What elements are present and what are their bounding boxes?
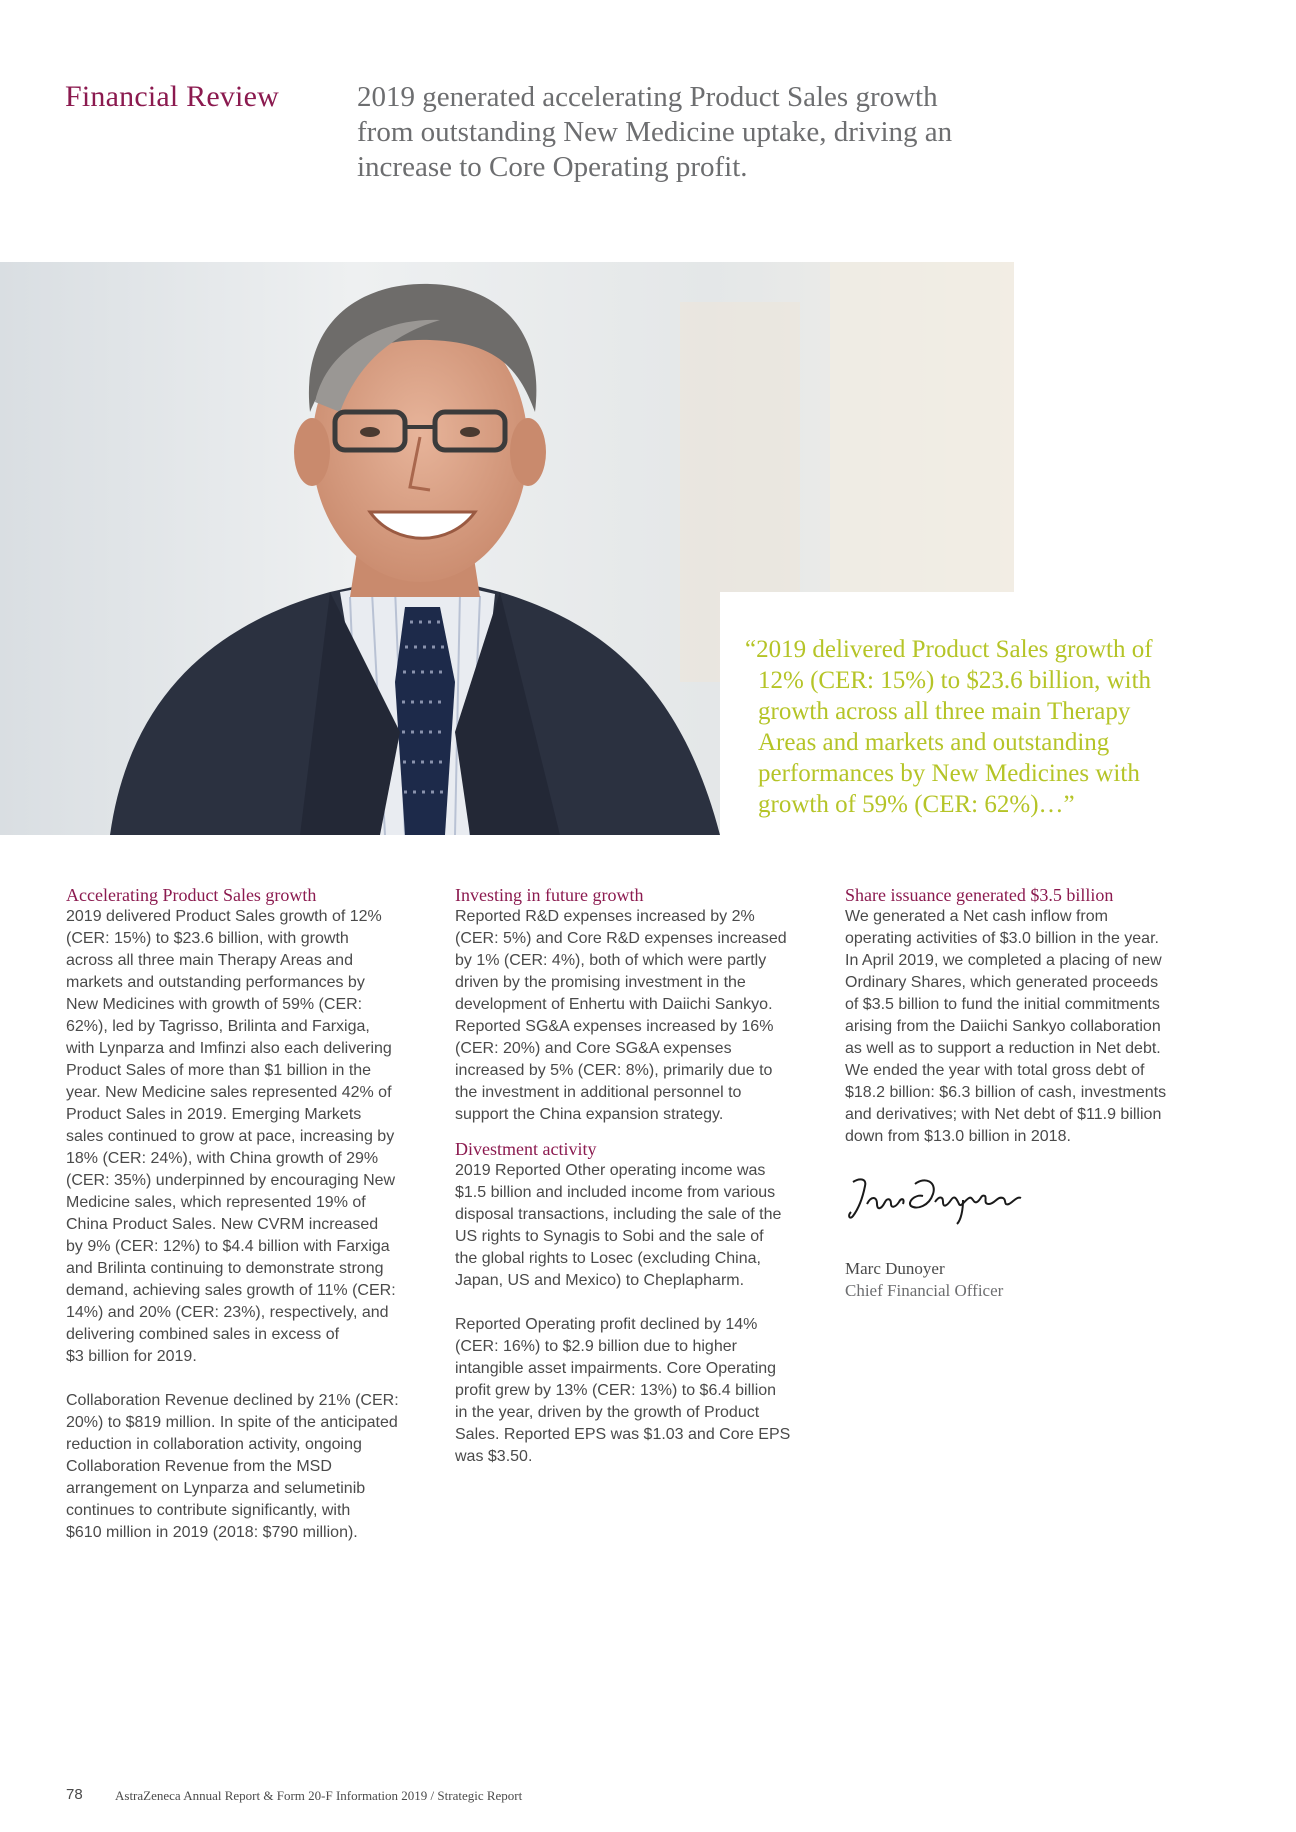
text-line: by 9% (CER: 12%) to $4.4 billion with Farxiga	[66, 1238, 390, 1255]
page-headline	[357, 80, 1077, 185]
text-line: 62%), led by Tagrisso, Brilinta and Farxiga,	[66, 1018, 370, 1035]
text-line: We ended the year with total gross debt of	[845, 1062, 1145, 1079]
pull-quote	[745, 634, 1265, 820]
signatory-name: Marc Dunoyer	[845, 1259, 945, 1278]
headline-line: from outstanding New Medicine uptake, driving an	[357, 116, 953, 148]
headline-line: increase to Core Operating profit.	[357, 151, 748, 183]
text-line: (CER: 16%) to $2.9 billion due to higher	[455, 1338, 737, 1355]
text-line: 18% (CER: 24%), with China growth of 29%	[66, 1150, 379, 1167]
text-line: $18.2 billion: $6.3 billion of cash, investments	[845, 1084, 1167, 1101]
text-line: Ordinary Shares, which generated proceeds	[845, 974, 1159, 991]
text-line: sales continued to grow at pace, increasing by	[66, 1128, 395, 1145]
text-line: China Product Sales. New CVRM increased	[66, 1216, 379, 1233]
text-line: We generated a Net cash inflow from	[845, 908, 1108, 925]
page-number: 78	[66, 1786, 83, 1803]
text-line: with Lynparza and Imfinzi also each delivering	[66, 1040, 392, 1057]
paragraph-divestment	[455, 1160, 825, 1292]
text-line: operating activities of $3.0 billion in the year.	[845, 930, 1159, 947]
text-line: (CER: 35%) underpinned by encouraging New	[66, 1172, 396, 1189]
text-line: Collaboration Revenue from the MSD	[66, 1458, 332, 1475]
paragraph-product-sales	[66, 906, 436, 1368]
cfo-signature	[845, 1170, 1045, 1226]
text-line: Product Sales in 2019. Emerging Markets	[66, 1106, 362, 1123]
section-label: Financial Review	[65, 80, 279, 113]
heading-accelerating-product-sales: Accelerating Product Sales growth	[66, 885, 317, 905]
quote-line: Areas and markets and outstanding	[758, 729, 1110, 756]
text-line: Product Sales of more than $1 billion in the	[66, 1062, 372, 1079]
quote-line: growth across all three main Therapy	[758, 698, 1131, 725]
text-line: 2019 Reported Other operating income was	[455, 1162, 766, 1179]
text-line: reduction in collaboration activity, ongoing	[66, 1436, 362, 1453]
column-product-sales	[66, 884, 436, 1544]
footer-text: AstraZeneca Annual Report & Form 20-F Information 2019 / Strategic Report	[115, 1788, 523, 1803]
text-line: disposal transactions, including the sale of the	[455, 1206, 782, 1223]
quote-line: performances by New Medicines with	[758, 760, 1140, 787]
text-line: Reported SG&A expenses increased by 16%	[455, 1018, 774, 1035]
text-line: intangible asset impairments. Core Operating	[455, 1360, 777, 1377]
text-line: year. New Medicine sales represented 42% of	[66, 1084, 392, 1101]
text-line: (CER: 20%) and Core SG&A expenses	[455, 1040, 732, 1057]
heading-divestment-activity: Divestment activity	[455, 1139, 597, 1159]
text-line: 14%) and 20% (CER: 23%), respectively, and	[66, 1304, 389, 1321]
text-line: demand, achieving sales growth of 11% (CER:	[66, 1282, 396, 1299]
quote-line: 12% (CER: 15%) to $23.6 billion, with	[758, 667, 1152, 694]
text-line: increased by 5% (CER: 8%), primarily due to	[455, 1062, 773, 1079]
text-line: Reported Operating profit declined by 14%	[455, 1316, 758, 1333]
paragraph-collaboration-revenue	[66, 1390, 436, 1544]
text-line: (CER: 5%) and Core R&D expenses increased	[455, 930, 787, 947]
text-line: Collaboration Revenue declined by 21% (CER:	[66, 1392, 399, 1409]
text-line: of $3.5 billion to fund the initial commitments	[845, 996, 1160, 1013]
paragraph-share-issuance	[845, 906, 1215, 1148]
text-line: development of Enhertu with Daiichi Sankyo.	[455, 996, 773, 1013]
text-line: by 1% (CER: 4%), both of which were partly	[455, 952, 767, 969]
text-line: markets and outstanding performances by	[66, 974, 365, 991]
text-line: driven by the promising investment in the	[455, 974, 746, 991]
text-line: continues to contribute significantly, with	[66, 1502, 351, 1519]
text-line: arrangement on Lynparza and selumetinib	[66, 1480, 366, 1497]
text-line: delivering combined sales in excess of	[66, 1326, 340, 1343]
heading-share-issuance: Share issuance generated $3.5 billion	[845, 885, 1114, 905]
column-share-issuance	[845, 884, 1215, 1148]
text-line: support the China expansion strategy.	[455, 1106, 724, 1123]
text-line: $3 billion for 2019.	[66, 1348, 197, 1365]
quote-line: growth of 59% (CER: 62%)…”	[758, 791, 1075, 818]
quote-line: “2019 delivered Product Sales growth of	[745, 636, 1153, 663]
text-line: $1.5 billion and included income from various	[455, 1184, 776, 1201]
text-line: and Brilinta continuing to demonstrate strong	[66, 1260, 384, 1277]
headline-line: 2019 generated accelerating Product Sales growth	[357, 81, 938, 113]
text-line: 2019 delivered Product Sales growth of 12%	[66, 908, 382, 925]
text-line: the investment in additional personnel to	[455, 1084, 742, 1101]
text-line: In April 2019, we completed a placing of new	[845, 952, 1162, 969]
text-line: US rights to Synagis to Sobi and the sale of	[455, 1228, 764, 1245]
paragraph-investing	[455, 906, 825, 1126]
signatory-title: Chief Financial Officer	[845, 1281, 1004, 1300]
heading-investing-future-growth: Investing in future growth	[455, 885, 644, 905]
column-investment	[455, 884, 825, 1468]
text-line: Medicine sales, which represented 19% of	[66, 1194, 366, 1211]
text-line: was $3.50.	[455, 1448, 533, 1465]
text-line: across all three main Therapy Areas and	[66, 952, 353, 969]
paragraph-operating-profit	[455, 1314, 825, 1468]
text-line: arising from the Daiichi Sankyo collaboration	[845, 1018, 1161, 1035]
text-line: down from $13.0 billion in 2018.	[845, 1128, 1071, 1145]
text-line: Reported R&D expenses increased by 2%	[455, 908, 755, 925]
text-line: the global rights to Losec (excluding China,	[455, 1250, 761, 1267]
text-line: as well as to support a reduction in Net debt.	[845, 1040, 1161, 1057]
text-line: Japan, US and Mexico) to Cheplapharm.	[455, 1272, 745, 1289]
text-line: 20%) to $819 million. In spite of the anticipated	[66, 1414, 398, 1431]
text-line: $610 million in 2019 (2018: $790 million).	[66, 1524, 358, 1541]
text-line: (CER: 15%) to $23.6 billion, with growth	[66, 930, 349, 947]
text-line: profit grew by 13% (CER: 13%) to $6.4 billion	[455, 1382, 777, 1399]
text-line: New Medicines with growth of 59% (CER:	[66, 996, 363, 1013]
text-line: and derivatives; with Net debt of $11.9 billion	[845, 1106, 1162, 1123]
text-line: in the year, driven by the growth of Product	[455, 1404, 760, 1421]
text-line: Sales. Reported EPS was $1.03 and Core EPS	[455, 1426, 791, 1443]
